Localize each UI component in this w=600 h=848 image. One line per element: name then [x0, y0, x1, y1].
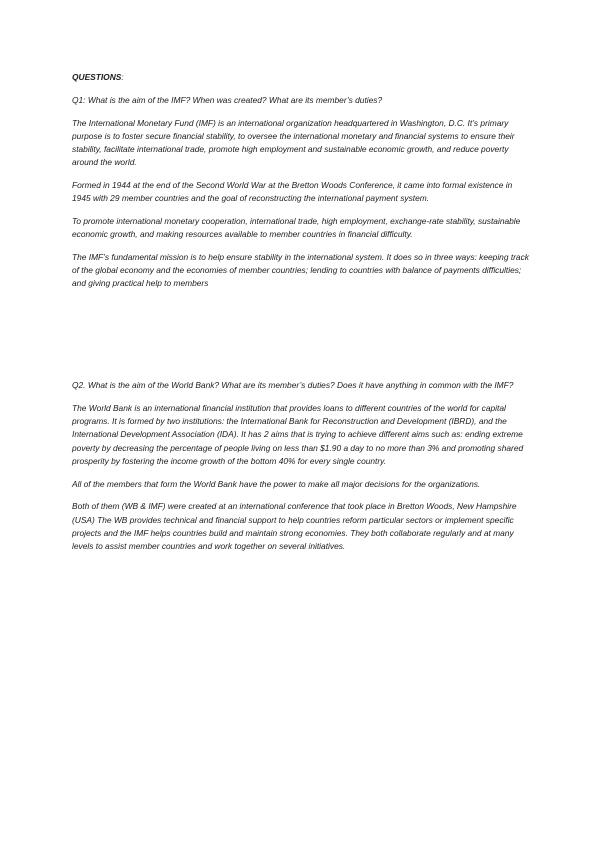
question-2: Q2. What is the aim of the World Bank? What are its member’s duties? Does it have anything in common with the IMF?	[72, 380, 514, 391]
q1-answer-paragraph: The International Monetary Fund (IMF) is an international organization headquartered in Washington, D.C. It’s primary purpose is to foster secure financial stability, to oversee the international monetary and financial systems to ensure their stability, facilitate international trade, promote high employment and sustainable economic growth, and reduce poverty around the world.	[72, 117, 515, 168]
questions-heading-text: QUESTIONS	[72, 72, 122, 82]
q1-answer-paragraph: The IMF’s fundamental mission is to help ensure stability in the international system. It does so in three ways: keeping track of the global economy and the economies of member countries; lending to countries with balance of payments difficulties; and giving practical help to members	[72, 252, 529, 289]
document-body	[72, 71, 532, 563]
questions-heading	[72, 71, 532, 84]
question-1: Q1: What is the aim of the IMF? When was created? What are its member’s duties?	[72, 94, 383, 105]
questions-heading-colon: :	[121, 72, 124, 82]
q1-answer-paragraph: To promote international monetary cooperation, international trade, high employment, exchange-rate stability, sustainable economic growth, and making resources available to member countries in financial difficulty.	[72, 216, 521, 240]
q1-answer-paragraph: Formed in 1944 at the end of the Second World War at the Bretton Woods Conference, it came into formal existence in 1945 with 29 member countries and the goal of reconstructing the international payment system.	[72, 180, 513, 204]
q2-answer-paragraph: Both of them (WB & IMF) were created at an international conference that took place in Bretton Woods, New Hampshire (USA) The WB provides technical and financial support to help countries reform particular sectors or implement specific projects and the IMF helps countries build and maintain strong economies. They both collaborate regularly and at many levels to assist member countries and work together on several initiatives.	[72, 501, 517, 552]
section-spacer	[72, 300, 532, 379]
q2-answer-paragraph: All of the members that form the World Bank have the power to make all major decisions for the organizations.	[72, 478, 481, 489]
q2-answer-paragraph: The World Bank is an international financial institution that provides loans to different countries of the world for capital programs. It is formed by two institutions: the International Bank for Reconstruction and Development (IBRD), and the International Development Association (IDA). It has 2 aims that is trying to achieve different aims such as: ending extreme poverty by decreasing the percentage of people living on less than $1.90 a day to no more than 3% and promoting shared prosperity by fostering the income growth of the bottom 40% for every single country.	[72, 403, 524, 466]
